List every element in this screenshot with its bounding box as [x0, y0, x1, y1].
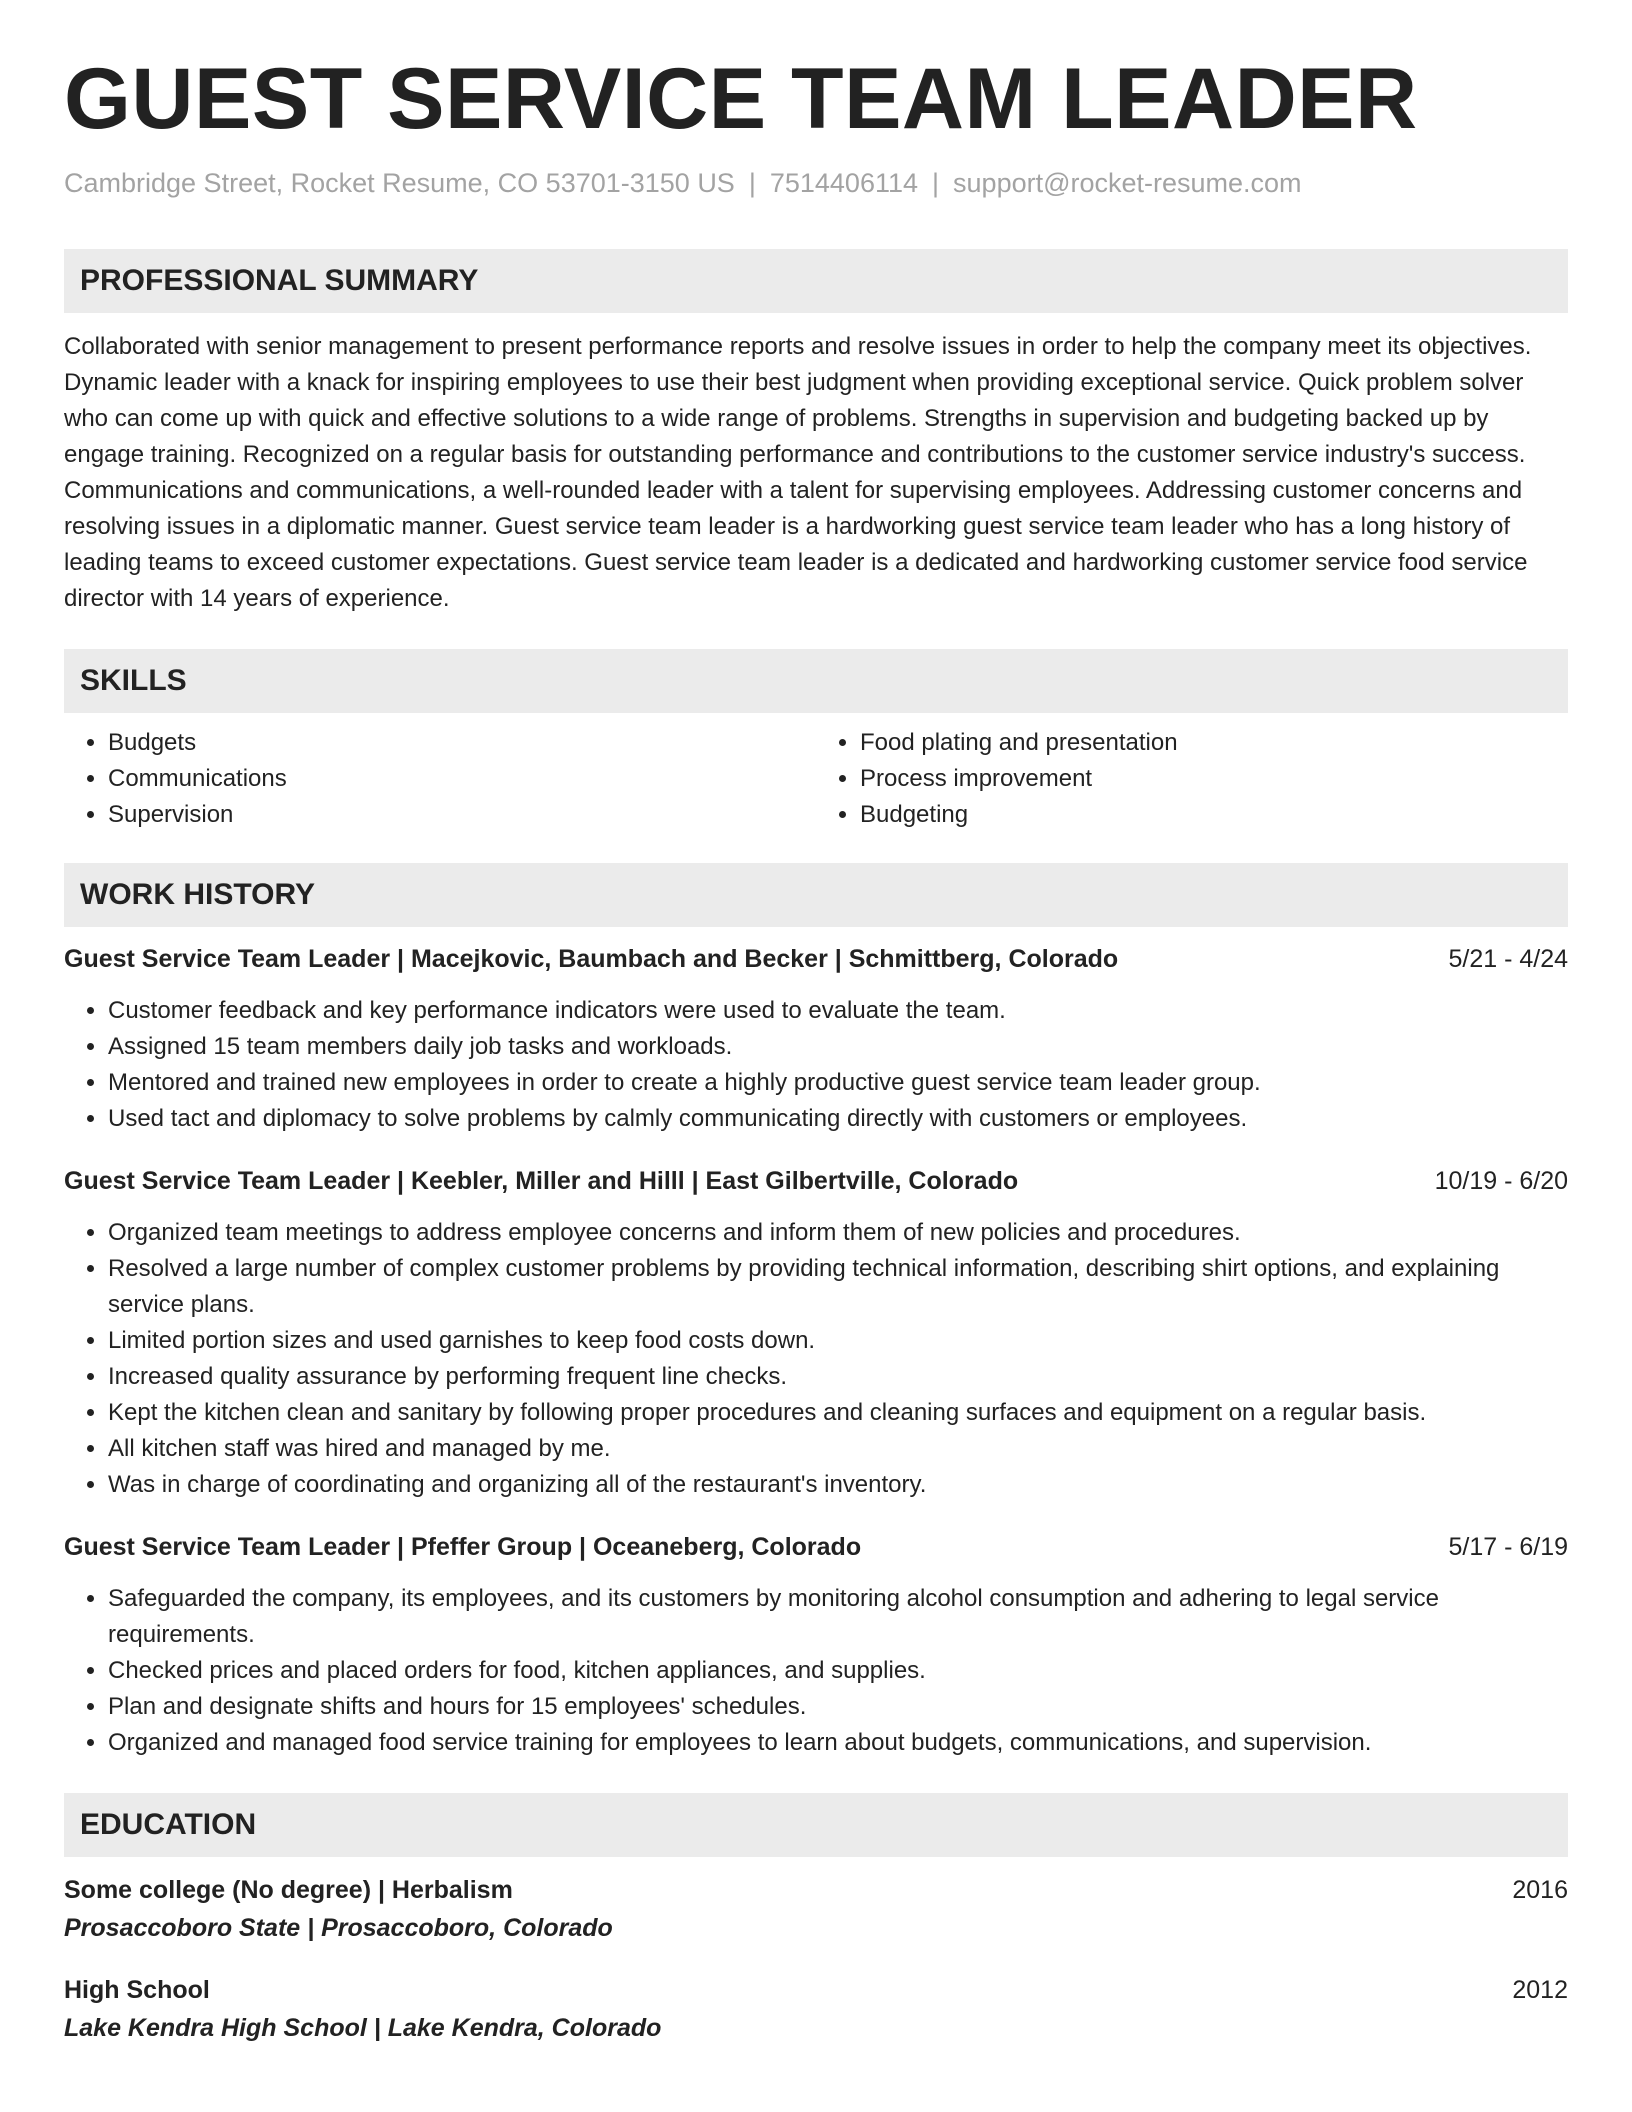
- section-header-summary: PROFESSIONAL SUMMARY: [64, 249, 1568, 313]
- contact-email: support@rocket-resume.com: [953, 168, 1302, 198]
- education-school: Lake Kendra High School | Lake Kendra, Colorado: [64, 2014, 662, 2042]
- contact-address: Cambridge Street, Rocket Resume, CO 53701-3150 US: [64, 168, 735, 198]
- education-header: [64, 1871, 1568, 1909]
- skills-column-left: [64, 725, 816, 833]
- skill-item: • Food plating and presentation: [860, 725, 1568, 761]
- job-bullet: • Organized team meetings to address employee concerns and inform them of new policies and procedures.: [108, 1215, 1568, 1251]
- job-bullet: • Was in charge of coordinating and organizing all of the restaurant's inventory.: [108, 1467, 1568, 1503]
- job-bullet: • Customer feedback and key performance indicators were used to evaluate the team.: [108, 993, 1568, 1029]
- section-header-education: EDUCATION: [64, 1793, 1568, 1857]
- job-header: [64, 941, 1568, 977]
- section-header-work-history: WORK HISTORY: [64, 863, 1568, 927]
- skills-list: [64, 725, 1568, 833]
- contact-phone: 7514406114: [769, 168, 919, 198]
- job-bullet: • Kept the kitchen clean and sanitary by following proper procedures and cleaning surfaces and equipment on a regular basis.: [108, 1395, 1568, 1431]
- job-bullet: • Safeguarded the company, its employees, and its customers by monitoring alcohol consumption and adhering to legal service requirements.: [108, 1581, 1568, 1653]
- job-title: Guest Service Team Leader | Macejkovic, Baumbach and Becker | Schmittberg, Colorado: [64, 945, 1119, 973]
- job-dates: 5/21 - 4/24: [1448, 945, 1568, 973]
- job-bullets: [64, 1581, 1568, 1761]
- job-entry: [64, 941, 1568, 1137]
- job-bullet: • Mentored and trained new employees in order to create a highly productive guest service team leader group.: [108, 1065, 1568, 1101]
- job-bullet: • Increased quality assurance by performing frequent line checks.: [108, 1359, 1568, 1395]
- skill-item: • Budgets: [108, 725, 816, 761]
- job-bullet: • Organized and managed food service training for employees to learn about budgets, communications, and supervision.: [108, 1725, 1568, 1761]
- contact-separator: |: [932, 168, 940, 198]
- education-entry: [64, 1971, 1568, 2047]
- contact-separator: |: [748, 168, 756, 198]
- contact-line: [64, 168, 1568, 199]
- skill-item: • Process improvement: [860, 761, 1568, 797]
- skills-column-right: [816, 725, 1568, 833]
- job-bullet: • Checked prices and placed orders for food, kitchen appliances, and supplies.: [108, 1653, 1568, 1689]
- education-degree: Some college (No degree) | Herbalism: [64, 1876, 513, 1904]
- education-header: [64, 1971, 1568, 2009]
- job-title: Guest Service Team Leader | Keebler, Miller and Hilll | East Gilbertville, Colorado: [64, 1167, 1019, 1195]
- job-bullet: • Assigned 15 team members daily job tasks and workloads.: [108, 1029, 1568, 1065]
- skill-item: • Communications: [108, 761, 816, 797]
- job-bullet: • All kitchen staff was hired and managed by me.: [108, 1431, 1568, 1467]
- education-degree: High School: [64, 1976, 210, 2004]
- job-bullet: • Plan and designate shifts and hours for 15 employees' schedules.: [108, 1689, 1568, 1725]
- job-bullets: [64, 993, 1568, 1137]
- job-dates: 5/17 - 6/19: [1448, 1533, 1568, 1561]
- job-header: [64, 1163, 1568, 1199]
- skill-item: • Supervision: [108, 797, 816, 833]
- summary-text: Collaborated with senior management to present performance reports and resolve issues in order to help the company meet its objectives. Dynamic leader with a knack for inspiring employees to use their best judgment when providing exceptional service. Quick problem solver who can come up with quick and effective solutions to a wide range of problems. Strengths in supervision and budgeting backed up by engage training. Recognized on a regular basis for outstanding performance and contributions to the customer service industry's success. Communications and communications, a well-rounded leader with a talent for supervising employees. Addressing customer concerns and resolving issues in a diplomatic manner. Guest service team leader is a hardworking guest service team leader who has a long history of leading teams to exceed customer expectations. Guest service team leader is a dedicated and hardworking customer service food service director with 14 years of experience.: [64, 333, 1532, 612]
- education-school: Prosaccoboro State | Prosaccoboro, Colorado: [64, 1914, 613, 1942]
- section-header-skills: SKILLS: [64, 649, 1568, 713]
- skill-item: • Budgeting: [860, 797, 1568, 833]
- education-year: 2016: [1512, 1876, 1568, 1904]
- job-bullet: • Limited portion sizes and used garnishes to keep food costs down.: [108, 1323, 1568, 1359]
- job-title: Guest Service Team Leader | Pfeffer Group | Oceaneberg, Colorado: [64, 1533, 862, 1561]
- job-header: [64, 1529, 1568, 1565]
- job-bullet: • Used tact and diplomacy to solve problems by calmly communicating directly with customers or employees.: [108, 1101, 1568, 1137]
- job-bullets: [64, 1215, 1568, 1503]
- education-year: 2012: [1512, 1976, 1568, 2004]
- job-dates: 10/19 - 6/20: [1434, 1167, 1568, 1195]
- education-entry: [64, 1871, 1568, 1947]
- job-entry: [64, 1529, 1568, 1761]
- job-bullet: • Resolved a large number of complex customer problems by providing technical information, describing shirt options, and explaining service plans.: [108, 1251, 1568, 1323]
- job-entry: [64, 1163, 1568, 1503]
- resume-name: GUEST SERVICE TEAM LEADER: [64, 51, 1418, 147]
